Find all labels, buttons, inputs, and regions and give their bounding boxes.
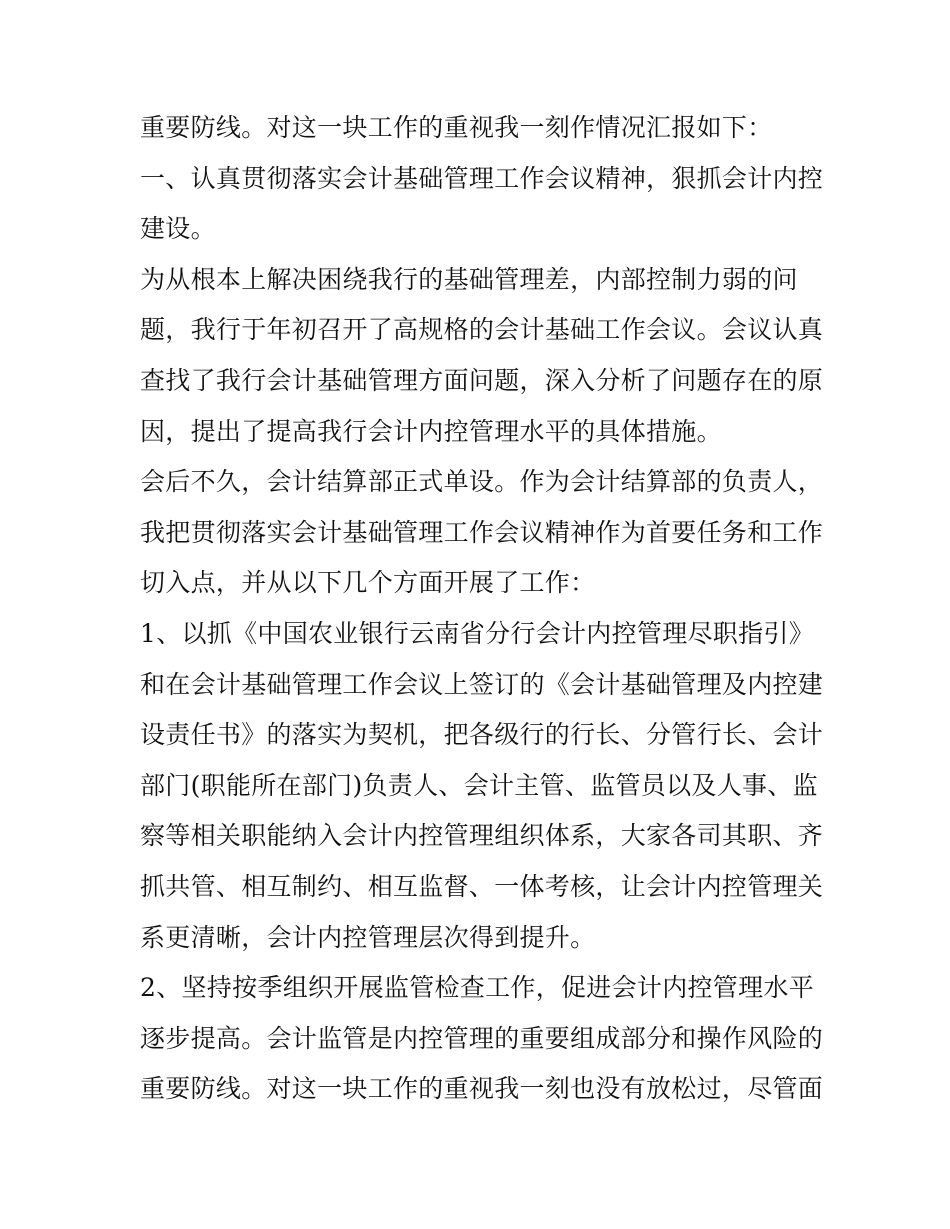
- text-line: 因，提出了提高我行会计内控管理水平的具体措施。: [140, 416, 722, 446]
- text-line: 重要防线。对这一块工作的重视我一刻作情况汇报如下：: [140, 113, 773, 142]
- text-line: 我把贯彻落实会计基础管理工作会议精神作为首要任务和工作: [140, 517, 824, 547]
- text-line: 1、以抓《中国农业银行云南省分行会计内控管理尽职指引》: [140, 618, 815, 648]
- text-line: 和在会计基础管理工作会议上签订的《会计基础管理及内控建: [140, 669, 824, 699]
- text-line: 系更清晰，会计内控管理层次得到提升。: [140, 922, 596, 952]
- text-line: 查找了我行会计基础管理方面问题，深入分析了问题存在的原: [140, 365, 824, 395]
- text-line: 建设。: [140, 214, 216, 244]
- text-line: 逐步提高。会计监管是内控管理的重要组成部分和操作风险的: [140, 1023, 824, 1053]
- text-line: 切入点，并从以下几个方面开展了工作：: [140, 568, 596, 598]
- text-line: 一、认真贯彻落实会计基础管理工作会议精神，狠抓会计内控: [140, 163, 824, 193]
- text-line: 设责任书》的落实为契机，把各级行的行长、分管行长、会计: [140, 720, 824, 750]
- text-line: 部门(职能所在部门)负责人、会计主管、监管员以及人事、监: [140, 770, 818, 800]
- text-line: 抓共管、相互制约、相互监督、一体考核，让会计内控管理关: [140, 871, 824, 901]
- text-line: 重要防线。对这一块工作的重视我一刻也没有放松过，尽管面: [140, 1074, 824, 1104]
- document-body: [140, 103, 824, 1115]
- text-line: 会后不久，会计结算部正式单设。作为会计结算部的负责人，: [140, 467, 824, 497]
- text-line: 2、坚持按季组织开展监管检查工作，促进会计内控管理水平: [140, 973, 815, 1003]
- text-line: 题，我行于年初召开了高规格的会计基础工作会议。会议认真: [140, 315, 824, 345]
- text-line: 为从根本上解决困绕我行的基础管理差，内部控制力弱的问: [140, 264, 798, 294]
- text-line: 察等相关职能纳入会计内控管理组织体系，大家各司其职、齐: [140, 821, 824, 851]
